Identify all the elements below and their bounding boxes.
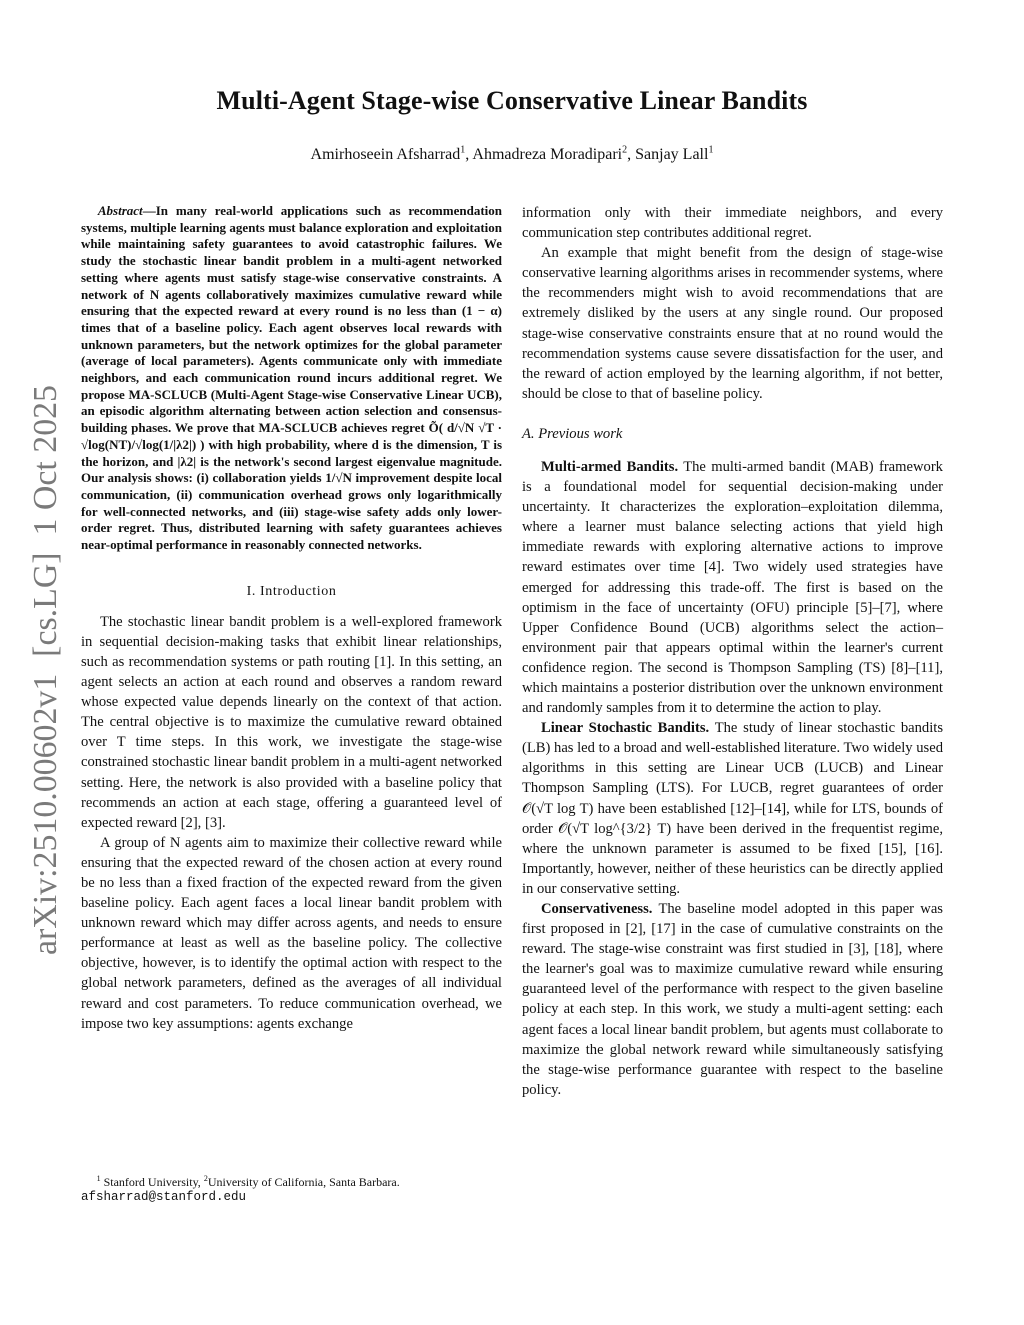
section-heading-introduction: I. Introduction [246,583,337,599]
author-separator: , [627,146,636,163]
paragraph-text: The study of linear stochastic bandits (LB) has led to a broad and well-established literature. Two widely used algorithms in this setting are Linear UCB (LUCB) and Linear Thompson Sampling (LTS). For LUCB, regret guarantees of order 𝒪(√T log T) have been established [12]–[14], while for LTS, bounds of order 𝒪(√T log^{3/2} T) have been derived in the frequentist regime, where the unknown parameter is assumed to be fixed [15], [16]. Importantly, however, neither of these heuristics can be directly applied in our conservative setting. [522,720,944,897]
abstract-text: In many real-world applications such as recommendation systems, multiple learning agents must balance exploration and exploitation while maintaining safety guarantees to avoid catastrophic failures. We study the stochastic linear bandit problem in a multi-agent networked setting where agents must satisfy stage-wise conservative constraints. A network of N agents collaboratively maximizes cumulative reward while ensuring that the expected reward at every round is no less than (1 − α) times that of a baseline policy. Each agent observes local rewards with unknown parameters, but the network optimizes for the global parameter (average of local parameters). Agents communicate only with immediate neighbors, and each communication round incurs additional regret. We propose MA-SCLUCB (Multi-Agent Stage-wise Conservative Linear UCB), an episodic algorithm alternating between action selection and consensus-building phases. We prove that MA-SCLUCB achieves regret Õ( d/√N √T · √log(NT)/√log(1/|λ2|) ) with high probability, where d is the dimension, T is the horizon, and |λ2| is the network's second largest eigenvalue magnitude. Our analysis shows: (i) collaboration yields 1/√N improvement despite local communication, (ii) communication overhead grows only logarithmically for well-connected networks, and (iii) stage-wise safety adds only lower-order regret. Thus, distributed learning with safety guarantees achieves near-optimal performance in reasonably connected networks. [81,203,502,553]
subsection-heading-previous-work: A. Previous work [522,425,623,442]
right-column [522,203,943,1100]
intro-paragraph-3: information only with their immediate neighbors, and every communication step contributes additional regret. [522,205,943,242]
left-column [81,203,502,1034]
paragraph-lead: Multi-armed Bandits. [540,458,679,475]
affiliation-mark: 1 [708,144,714,156]
footnote-affiliation: Stanford University, [103,1175,201,1189]
intro-paragraph-1: The stochastic linear bandit problem is a well-explored framework in sequential decision-making tasks that exhibit linear relationships, such as recommendation systems or path routing [1]. In this setting, an agent selects an action at each round and observes a random reward whose expected value depends linearly on the context of that action. The central objective is to maximize the cumulative reward obtained over T time steps. In this work, we investigate the stage-wise constrained stochastic linear bandit problem in a multi-agent networked setting. Here, the network is also provided with a baseline policy that recommends an action at each stage, offering a guaranteed level of expected reward [2], [3]. [81,613,502,831]
intro-paragraph-2: A group of N agents aim to maximize their collective reward while ensuring that the expected reward of the chosen action at every round be no less than a fixed fraction of the expected reward from the given baseline policy. Each agent faces a local linear bandit problem with unknown reward which may differ across agents, and needs to ensure performance at least as well as the baseline policy. The collective objective, however, is to identify the optimal action with respect to the global network parameters, defined as the averages of all individual reward and cost parameters. To reduce communication overhead, we impose two key assumptions: agents exchange [81,834,502,1032]
author-name: Sanjay Lall [635,146,709,163]
paragraph-text: The multi-armed bandit (MAB) framework is a foundational model for sequential decision-making under uncertainty. It characterizes the exploration–exploitation dilemma, where a learner must balance selecting actions that yield high immediate rewards with exploring alternative actions to improve reward estimates over time [4]. Two widely used strategies have emerged for addressing this trade-off. The first is based on the optimism in the face of uncertainty (OFU) principle [5]–[7], where Upper Confidence Bound (UCB) algorithms select the action–environment pair that appears optimal within the learner's current confidence region. The second is Thompson Sampling (TS) [8]–[11], which maintains a posterior distribution over the unknown environment and randomly samples from it to determine the action to play. [522,458,943,717]
author-email[interactable]: afsharrad@stanford.edu [81,1190,247,1204]
arxiv-identifier-text: arXiv:2510.00602v1 [cs.LG] 1 Oct 2025 [27,382,64,955]
footnote-mark: 2 [203,1174,208,1183]
intro-paragraph-4: An example that might benefit from the design of stage-wise conservative learning algorithms arises in recommender systems, where the recommenders might wish to avoid recommendations that are extremely disliked by the users at any single round. Our proposed stage-wise conservative constraints ensure that at no round would the recommendation systems cause severe dissatisfaction for the user, and the reward of action employed by the learning algorithm, if not better, should be close to that of baseline policy. [522,245,943,402]
author-name: Ahmadreza Moradipari [472,146,623,163]
footnote-affiliation: University of California, Santa Barbara. [207,1175,400,1189]
footnote-mark: 1 [96,1174,101,1183]
abstract [81,203,502,554]
author-name: Amirhoseein Afsharrad [310,146,461,163]
footnote [81,1171,502,1205]
paragraph-multi-armed-bandits [522,457,943,718]
paragraph-lead: Linear Stochastic Bandits. [540,720,710,737]
paper-title: Multi-Agent Stage-wise Conservative Linear Bandits [216,86,808,115]
paragraph-conservativeness [522,899,943,1100]
footnote-affiliations [81,1171,502,1190]
abstract-dash: — [142,203,156,218]
affiliation-mark: 2 [622,144,628,156]
author-separator: , [465,146,473,163]
paragraph-text: The baseline model adopted in this paper was first proposed in [2], [17] in the case of cumulative constraints on the reward. The stage-wise constraint was first studied in [3], [18], where the learner's goal was to maximize cumulative reward while ensuring guaranteed level of the performance with respect to the given baseline policy at each step. In this work, we study a multi-agent setting: each agent faces a local linear bandit problem, but agents must collaborate to maximize the global network reward while simultaneously satisfying the stage-wise performance guarantee with respect to the baseline policy. [522,901,943,1098]
affiliation-mark: 1 [460,144,466,156]
arxiv-identifier [14,380,74,960]
author-list [0,146,1024,164]
abstract-label: Abstract [97,203,143,218]
paragraph-lead: Conservativeness. [540,901,653,917]
paragraph-linear-stochastic-bandits [522,718,943,899]
